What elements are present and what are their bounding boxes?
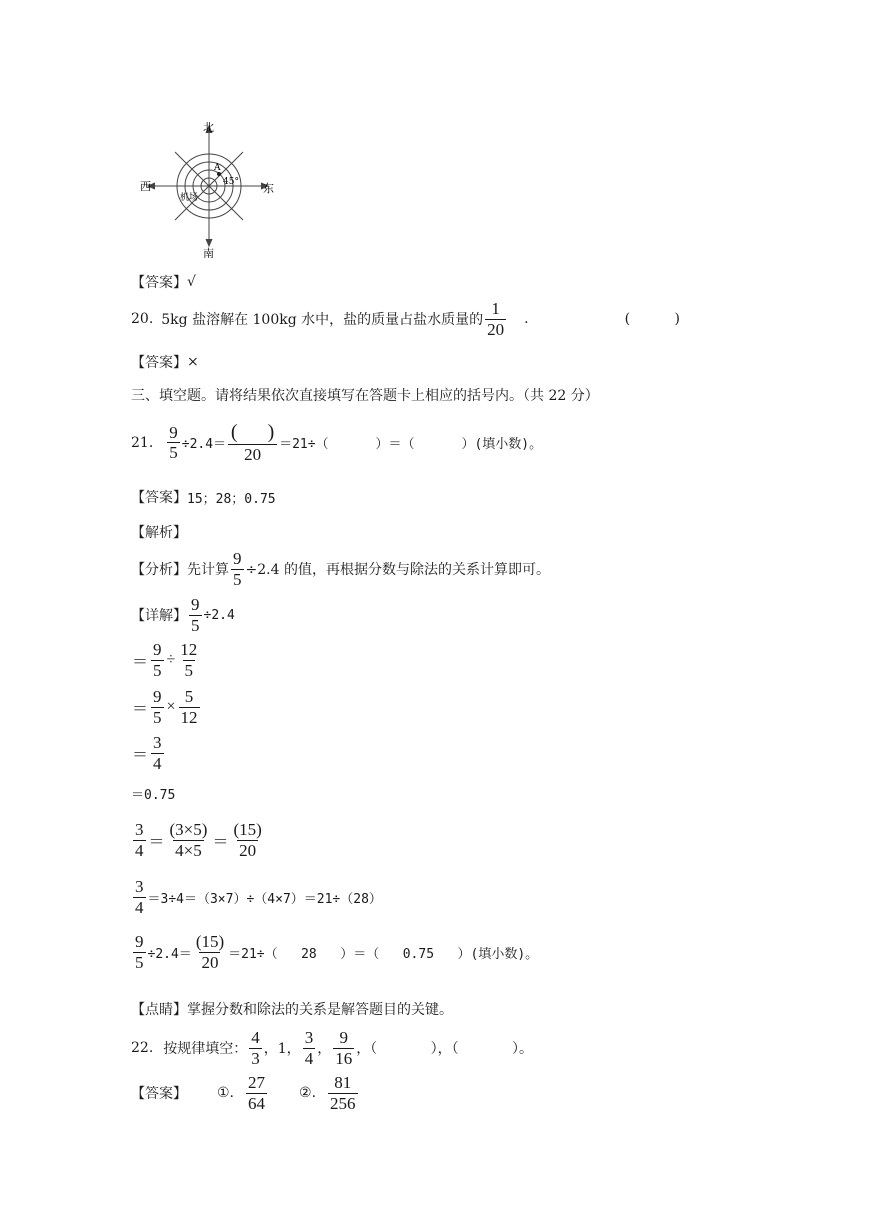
dot: . — [524, 311, 529, 328]
q22-question: 22. 按规律填空： $\frac{4}{3}$ ，1， $\frac{3}{4}$ ， $\frac{9}{16}$ ，（ ），（ ）。 — [131, 1028, 533, 1068]
detail-eq-3: $\frac{9}{5}$ ÷2.4＝ $\frac{(15)}{20}$ ＝21÷（ 28 ）＝（ 0.75 ）(填小数)。 — [135, 932, 539, 972]
q19-answer — [131, 272, 196, 292]
fraction: $\frac{9}{5}$ — [233, 549, 242, 589]
expression: ＝21÷（ ）＝（ ）(填小数)。 — [279, 437, 543, 453]
question-number: 21. — [131, 434, 154, 451]
answer-label: 【答案】 — [131, 275, 187, 291]
blank-fraction: $\frac{( )}{20}$ — [228, 422, 277, 464]
angle-label: 45° — [223, 177, 239, 187]
analysis-heading: 【解析】 — [131, 525, 187, 541]
fraction: $\frac{1}{20}$ — [487, 299, 505, 339]
compass-diagram — [140, 118, 278, 258]
answer-value: √ — [187, 274, 196, 290]
answer-label: 【答案】 — [131, 1086, 187, 1103]
q21-answer — [131, 487, 276, 507]
question-number: 20. — [131, 311, 154, 328]
analysis-fenxi: 【分析】 先计算 $\frac{9}{5}$ ÷2.4 的值，再根据分数与除法的关系计算即可。 — [131, 549, 550, 589]
detail-eq-2: $\frac{3}{4}$ ＝3÷4＝（3×7）÷（4×7）＝21÷（28） — [135, 877, 382, 917]
section-heading: 三、填空题。请将结果依次直接填写在答题卡上相应的括号内。（共 22 分） — [131, 388, 599, 404]
compass-west-label: 西 — [140, 180, 151, 193]
q21-question — [131, 422, 542, 464]
answer-value: 15；28；0.75 — [187, 491, 276, 507]
compass-south-label: 南 — [203, 247, 214, 258]
fenxi-label: 【分析】 — [131, 562, 187, 579]
expression: ÷2.4＝ — [181, 437, 227, 453]
answer-mark-2: ②. — [299, 1085, 317, 1102]
answer-label: 【答案】 — [131, 355, 187, 371]
question-number: 22. — [131, 1040, 154, 1057]
detail-eq-1: $\frac{3}{4}$ ＝ $\frac{(3\times 5)}{4\times 5}$ ＝ $\frac{(15)}{20}$ — [135, 820, 262, 860]
detail-step-3: ＝ $\frac{3}{4}$ — [132, 733, 162, 773]
fraction: $\frac{9}{5}$ — [169, 422, 178, 463]
dianjing-label: 【点睛】 — [131, 1002, 187, 1018]
answer-label: 【答案】 — [131, 490, 187, 506]
q20-answer — [131, 352, 199, 372]
dianjing-line: 【点睛】 掌握分数和除法的关系是解答题目的关键。 — [131, 999, 453, 1019]
q20-question — [131, 300, 680, 339]
compass-north-label: 北 — [203, 121, 214, 134]
detail-step-4: ＝0.75 — [131, 788, 176, 803]
point-a-label: A — [214, 163, 221, 173]
answer-value: × — [187, 354, 199, 370]
detail-line: 【详解】 $\frac{9}{5}$ ÷2.4 — [131, 595, 235, 635]
q22-answer: 【答案】 ①. $\frac{27}{64}$ ②. $\frac{81}{256}$ — [131, 1073, 356, 1113]
answer-mark-1: ①. — [217, 1085, 235, 1102]
answer-parens: ( ) — [624, 311, 681, 328]
compass-east-label: 东 — [263, 182, 274, 195]
detail-step-1: ＝ $\frac{9}{5}$ ÷ $\frac{12}{5}$ — [132, 640, 198, 680]
detail-step-2: ＝ $\frac{9}{5}$ × $\frac{5}{12}$ — [132, 687, 198, 727]
question-text: 5kg 盐溶解在 100kg 水中，盐的质量占盐水质量的 — [161, 312, 484, 329]
xiangjie-label: 【详解】 — [131, 608, 187, 625]
airport-label: 机场 — [180, 193, 199, 203]
fraction: $\frac{9}{5}$ — [191, 595, 200, 635]
